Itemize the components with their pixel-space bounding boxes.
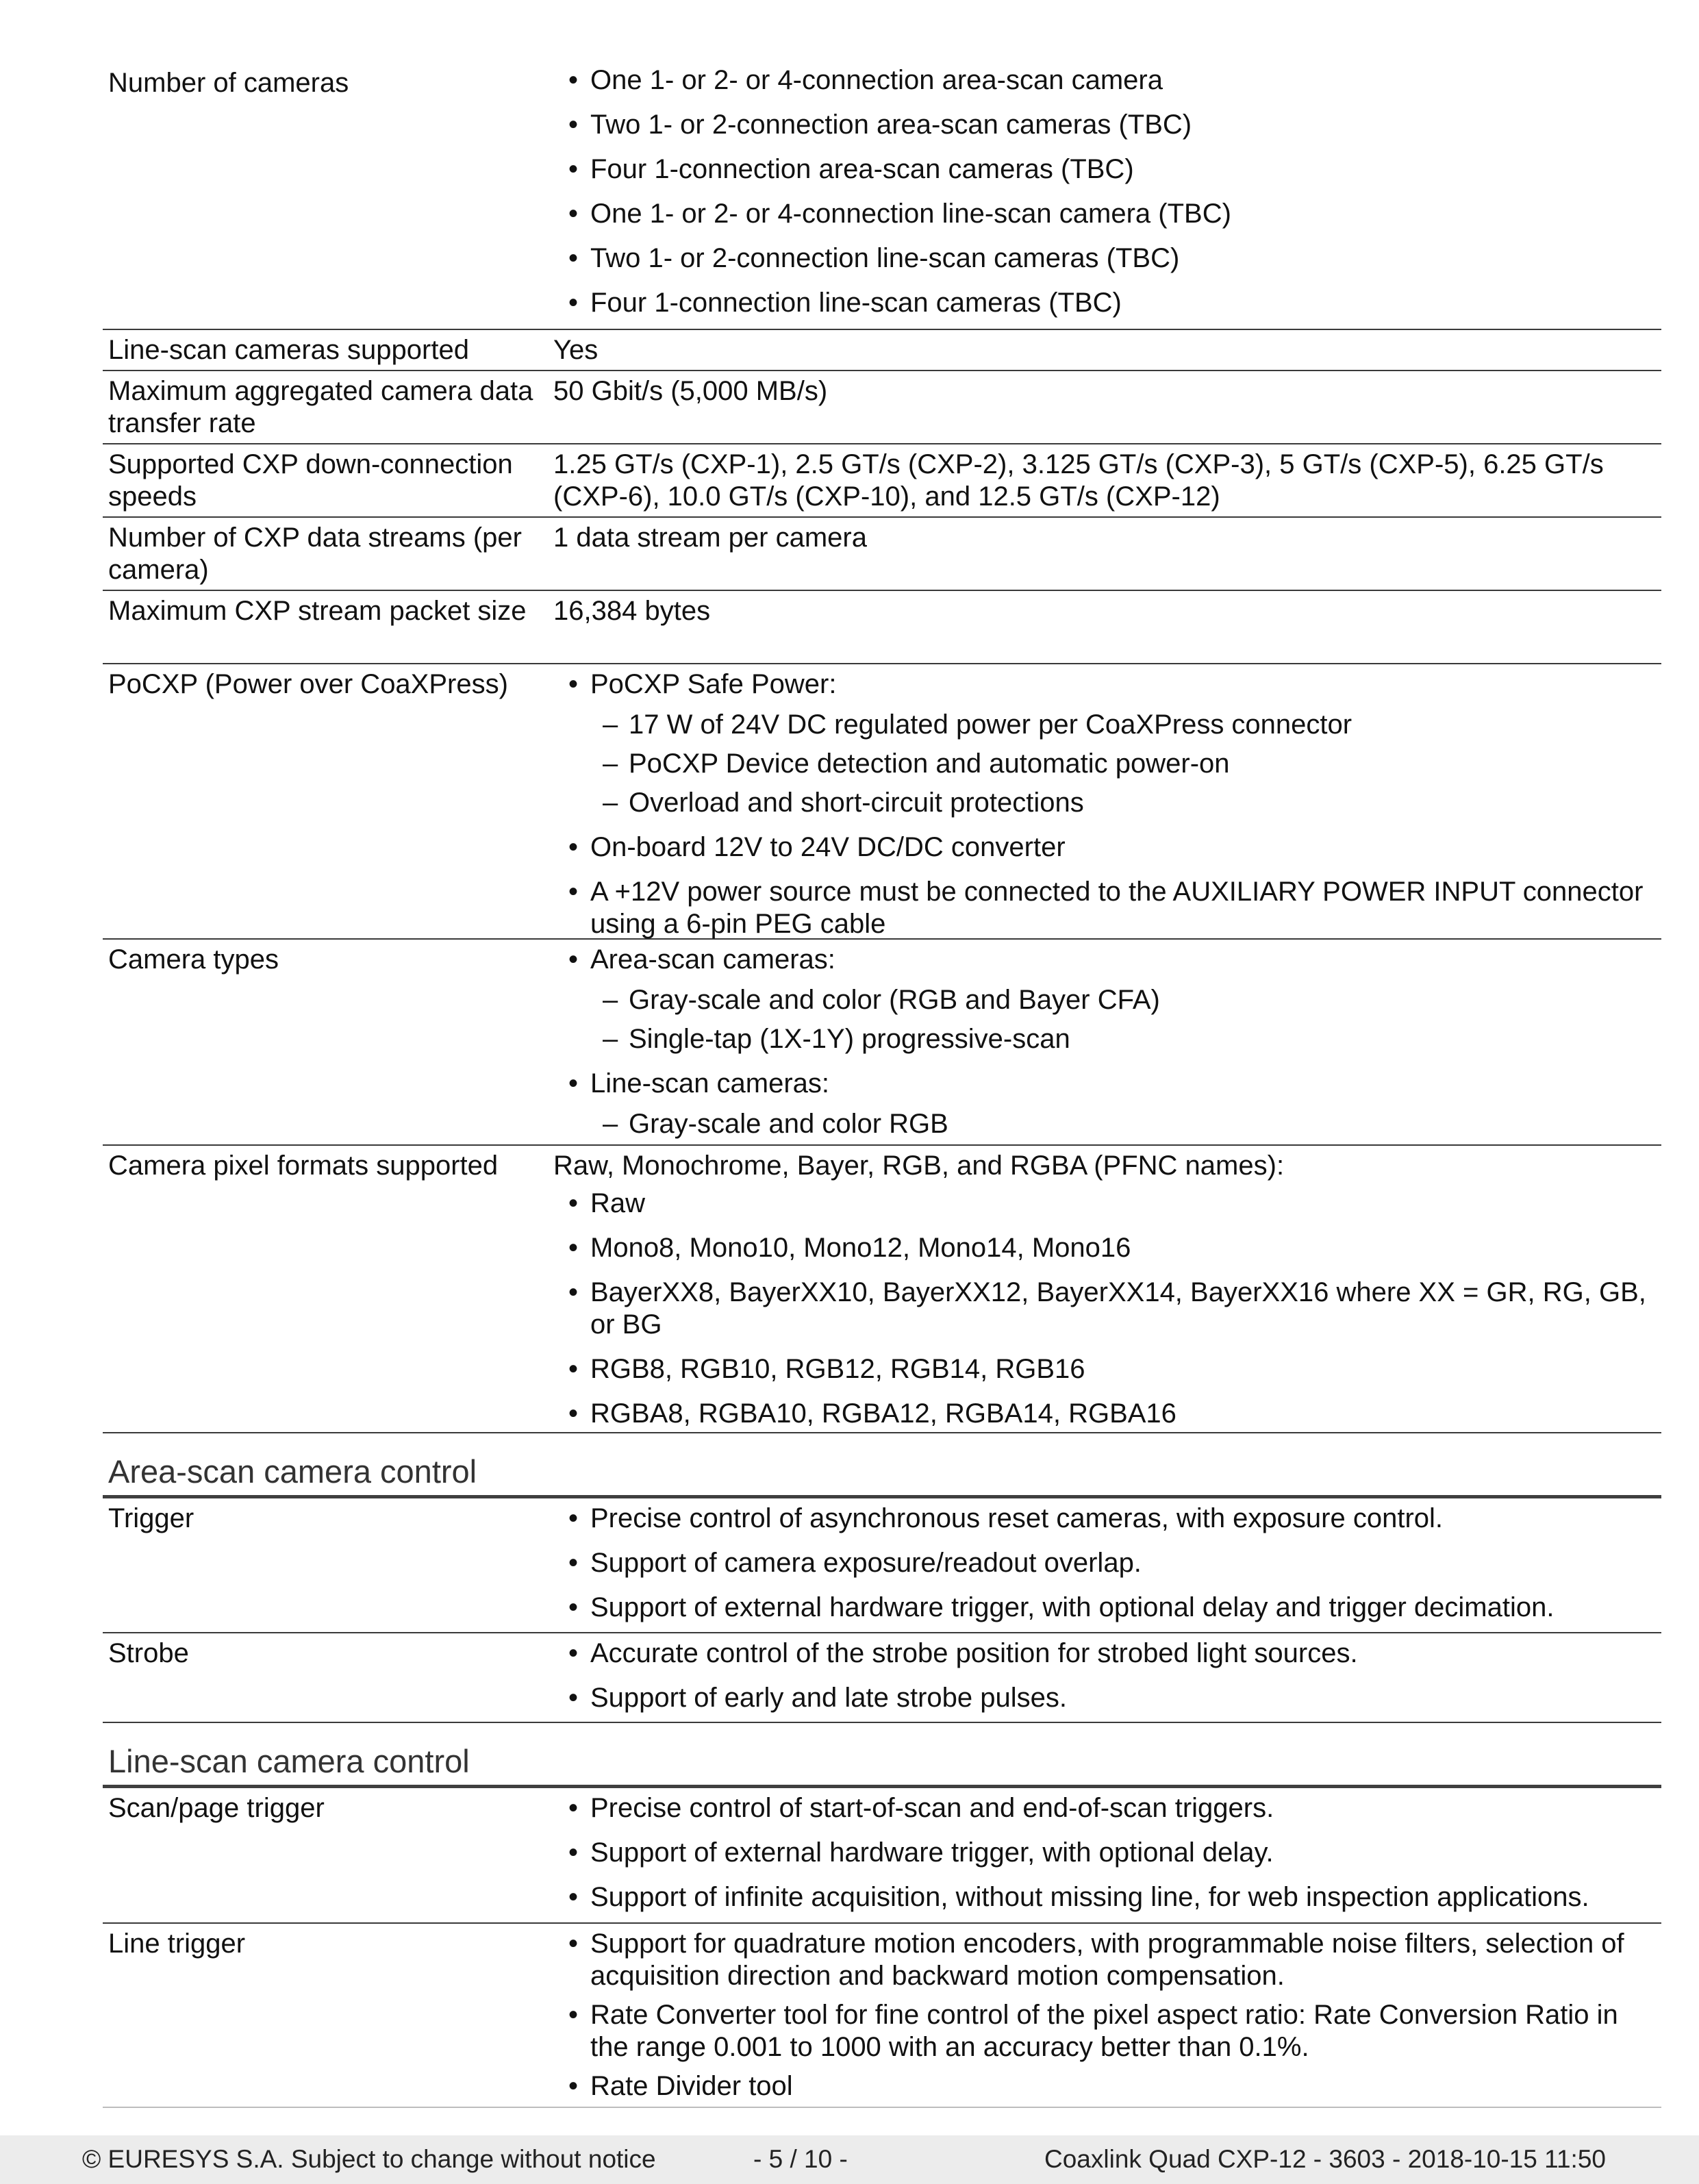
spec-label: Line-scan cameras supported [108,335,469,365]
spec-row-scan-page-trigger [103,1788,1661,1924]
spec-value [548,371,1661,443]
bullet-item: • Rate Divider tool [548,2070,1659,2103]
bullet-item: • One 1- or 2- or 4-connection line-scan camera (TBC) [548,198,1659,230]
bullet-text: Area-scan cameras: [590,944,835,975]
bullet-text: Line-scan cameras: [590,1068,830,1099]
spec-row-line-scan-supported [103,330,1661,371]
spec-label: Scan/page trigger [108,1793,325,1823]
spec-text: 50 Gbit/s (5,000 MB/s) [553,376,828,406]
spec-value [548,444,1661,516]
spec-label: Supported CXP down-connection speeds [108,449,513,512]
spec-value [548,940,1661,1144]
bullet-item: • RGB8, RGB10, RGB12, RGB14, RGB16 [548,1353,1659,1385]
bullet-item: • Four 1-connection line-scan cameras (TBC) [548,287,1659,319]
bullet-item: • Precise control of start-of-scan and end-of-scan triggers. [548,1792,1659,1824]
bullet-item: • Two 1- or 2-connection area-scan cameras (TBC) [548,109,1659,141]
spec-value [548,518,1661,590]
spec-row-line-trigger [103,1924,1661,2108]
bullet-item: • A +12V power source must be connected to the AUXILIARY POWER INPUT connector using a 6-pin PEG cable [548,876,1659,940]
footer-document-id: Coaxlink Quad CXP-12 - 3603 - 2018-10-15 11:50 [1044,2145,1606,2173]
bullet-item [548,668,1659,819]
sub-bullet-item: – Overload and short-circuit protections [548,787,1659,819]
sub-bullet-item: – Gray-scale and color RGB [548,1108,1659,1140]
spec-label: PoCXP (Power over CoaXPress) [108,669,508,699]
spec-value [548,1633,1661,1722]
spec-row-cxp-speeds [103,444,1661,518]
spec-row-pixel-formats [103,1146,1661,1433]
spec-label: Camera types [108,944,279,975]
spec-value [548,1924,1661,2107]
bullet-item: • Rate Converter tool for fine control of the pixel aspect ratio: Rate Conversion Ratio in the range 0.001 to 1000 with an accuracy better than 0.1%. [548,1999,1659,2063]
spec-label: Strobe [108,1638,189,1668]
spec-text: 1.25 GT/s (CXP-1), 2.5 GT/s (CXP-2), 3.125 GT/s (CXP-3), 5 GT/s (CXP-5), 6.25 GT/s (CXP-6), 10.0 GT/s (CXP-10), and 12.5 GT/s (CXP-12) [553,449,1604,512]
bullet-item: • RGBA8, RGBA10, RGBA12, RGBA14, RGBA16 [548,1398,1659,1430]
page-footer [0,2135,1699,2184]
spec-label: Camera pixel formats supported [108,1151,499,1181]
bullet-item: • Mono8, Mono10, Mono12, Mono14, Mono16 [548,1232,1659,1264]
spec-row-pocxp [103,664,1661,940]
bullet-item: • Support of external hardware trigger, with optional delay. [548,1837,1659,1869]
spec-row-camera-types [103,940,1661,1146]
spec-row-max-transfer-rate [103,371,1661,444]
bullet-item: • Raw [548,1188,1659,1220]
spec-value [548,1788,1661,1922]
spec-text: Raw, Monochrome, Bayer, RGB, and RGBA (PFNC names): [553,1151,1285,1181]
bullet-item: • One 1- or 2- or 4-connection area-scan camera [548,64,1659,97]
spec-text: 16,384 bytes [553,596,711,626]
spec-value [548,63,1661,329]
spec-value [548,664,1661,938]
spec-row-cxp-data-streams [103,518,1661,591]
bullet-item [548,1068,1659,1140]
section-title-area-scan: Area-scan camera control [103,1433,1661,1498]
spec-label: Line trigger [108,1929,246,1959]
bullet-item: • BayerXX8, BayerXX10, BayerXX12, BayerXX14, BayerXX16 where XX = GR, RG, GB, or BG [548,1277,1659,1341]
bullet-item: • Support of camera exposure/readout overlap. [548,1547,1659,1579]
spec-label: Number of CXP data streams (per camera) [108,523,522,585]
spec-label: Trigger [108,1503,194,1533]
sub-bullet-item: – 17 W of 24V DC regulated power per CoaXPress connector [548,709,1659,741]
bullet-item: • Support of early and late strobe pulses. [548,1682,1659,1714]
footer-page-number: - 5 / 10 - [753,2145,848,2173]
bullet-item: • On-board 12V to 24V DC/DC converter [548,831,1659,864]
bullet-text: PoCXP Safe Power: [590,669,837,699]
bullet-item [548,944,1659,1055]
spec-label: Number of cameras [108,68,349,98]
bullet-item: • Support of infinite acquisition, without missing line, for web inspection applications. [548,1881,1659,1913]
spec-row-trigger [103,1498,1661,1633]
spec-text: 1 data stream per camera [553,523,867,553]
spec-row-packet-size [103,591,1661,664]
spec-value [548,330,1661,370]
bullet-item: • Accurate control of the strobe position for strobed light sources. [548,1637,1659,1670]
sub-bullet-item: – Gray-scale and color (RGB and Bayer CFA) [548,984,1659,1016]
bullet-item: • Support for quadrature motion encoders, with programmable noise filters, selection of acquisition direction and backward motion compensation. [548,1928,1659,1992]
spec-row-number-of-cameras [103,63,1661,330]
spec-value [548,1498,1661,1632]
spec-document [103,63,1661,2108]
spec-row-strobe [103,1633,1661,1723]
spec-text: Yes [553,335,599,365]
bullet-item: • Support of external hardware trigger, with optional delay and trigger decimation. [548,1592,1659,1624]
section-title-line-scan: Line-scan camera control [103,1723,1661,1788]
spec-value [548,591,1661,663]
bullet-item: • Precise control of asynchronous reset cameras, with exposure control. [548,1503,1659,1535]
bullet-item: • Four 1-connection area-scan cameras (TBC) [548,153,1659,186]
spec-label: Maximum CXP stream packet size [108,596,527,626]
sub-bullet-item: – PoCXP Device detection and automatic power-on [548,748,1659,780]
bullet-item: • Two 1- or 2-connection line-scan cameras (TBC) [548,242,1659,275]
footer-copyright: © EURESYS S.A. Subject to change without notice [82,2145,656,2173]
spec-value [548,1146,1661,1432]
sub-bullet-item: – Single-tap (1X-1Y) progressive-scan [548,1023,1659,1055]
spec-label: Maximum aggregated camera data transfer rate [108,376,533,438]
